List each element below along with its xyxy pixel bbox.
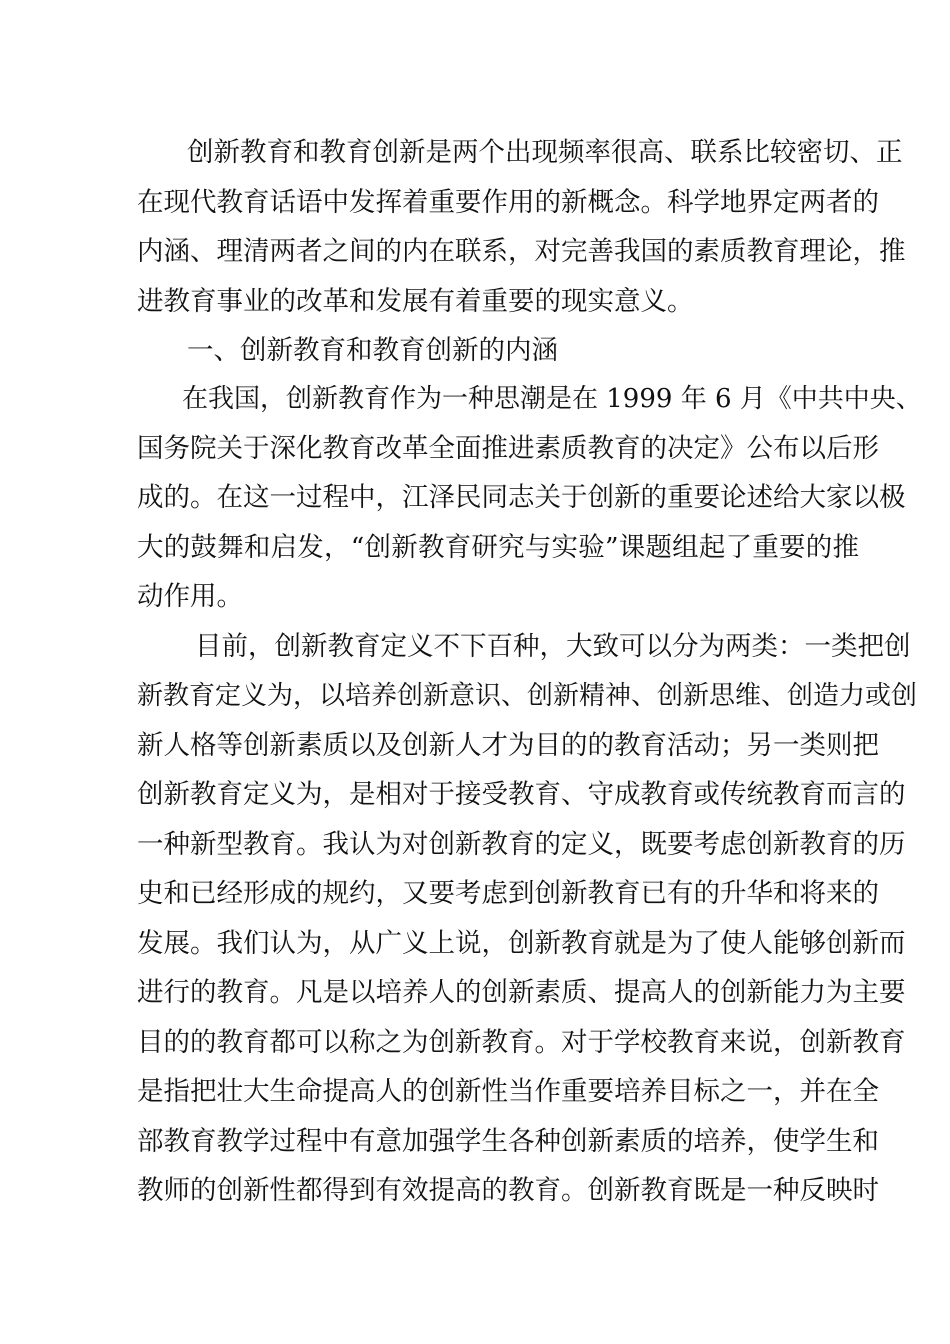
text-line: 创新教育定义为，是相对于接受教育、守成教育或传统教育而言的 <box>137 779 906 810</box>
text-line: 成的。在这一过程中，江泽民同志关于创新的重要论述给大家以极 <box>137 482 906 513</box>
text-line: 大的鼓舞和启发，“创新教育研究与实验”课题组起了重要的推 <box>137 532 859 563</box>
text-line: 创新教育和教育创新是两个出现频率很高、联系比较密切、正 <box>187 137 903 168</box>
text-line: 一种新型教育。我认为对创新教育的定义，既要考虑创新教育的历 <box>137 829 906 860</box>
text-line: 目的的教育都可以称之为创新教育。对于学校教育来说，创新教育 <box>137 1027 906 1058</box>
text-line: 新人格等创新素质以及创新人才为目的的教育活动；另一类则把 <box>137 730 879 761</box>
text-line: 是指把壮大生命提高人的创新性当作重要培养目标之一，并在全 <box>137 1076 879 1107</box>
text-line: 在我国，创新教育作为一种思潮是在 1999 年 6 月《中共中央、 <box>182 384 922 414</box>
text-line: 进行的教育。凡是以培养人的创新素质、提高人的创新能力为主要 <box>137 977 906 1008</box>
text-line: 教师的创新性都得到有效提高的教育。创新教育既是一种反映时 <box>137 1175 879 1206</box>
text-line: 发展。我们认为，从广义上说，创新教育就是为了使人能够创新而 <box>137 928 906 959</box>
text-line: 史和已经形成的规约，又要考虑到创新教育已有的升华和将来的 <box>137 878 879 909</box>
text-line: 内涵、理清两者之间的内在联系，对完善我国的素质教育理论，推 <box>137 236 906 267</box>
text-line: 新教育定义为，以培养创新意识、创新精神、创新思维、创造力或创 <box>137 681 918 711</box>
text-line: 部教育教学过程中有意加强学生各种创新素质的培养，使学生和 <box>137 1126 879 1157</box>
text-line: 目前，创新教育定义不下百种，大致可以分为两类：一类把创 <box>195 631 911 662</box>
text-line: 动作用。 <box>137 581 243 612</box>
text-line: 进教育事业的改革和发展有着重要的现实意义。 <box>137 286 694 317</box>
section-heading: 一、创新教育和教育创新的内涵 <box>187 335 558 366</box>
text-line: 国务院关于深化教育改革全面推进素质教育的决定》公布以后形 <box>137 433 879 464</box>
text-line: 在现代教育话语中发挥着重要作用的新概念。科学地界定两者的 <box>137 187 879 218</box>
